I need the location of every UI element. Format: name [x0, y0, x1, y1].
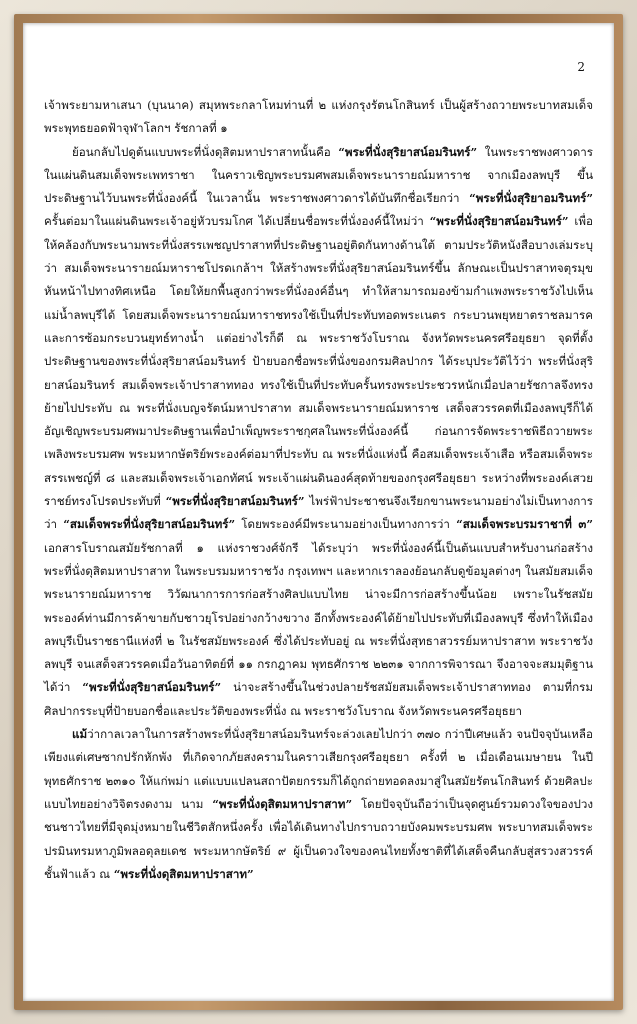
bold-name: “พระที่นั่งสุริยาอมรินทร์”: [469, 191, 593, 206]
bold-name: “พระที่นั่งดุสิตมหาปราสาท”: [113, 866, 254, 881]
text-run: โดยปัจจุบันถือว่าเป็นจุดศูนย์รวมดวงใจของปวงชนชาวไทยที่มีจุดมุ่งหมายในชีวิตสักหนึ่งครั้ง เพื่อได้เดินทางไปกราบถวายบังคมพระบรมศพ พระบาทสมเด็จพระปรมินทรมหาภูมิพลอดุลยเดช พระมหากษัตริย์ ๙ ผู้เป็นดวงใจของคนไทยทั้งชาติที่ได้เสด็จคืนกลับสู่สรวงสวรรค์ชั้นฟ้าแล้ว ณ: [44, 796, 594, 881]
bold-name: “พระที่นั่งดุสิตมหาปราสาท”: [212, 796, 353, 811]
text-run: ครั้นต่อมาในแผ่นดินพระเจ้าอยู่หัวบรมโกศ ได้เปลี่ยนชื่อพระที่นั่งองค์นี้ใหม่ว่า: [44, 214, 430, 229]
paragraph-3: [44, 723, 593, 886]
text-run: ย้อนกลับไปดูต้นแบบพระที่นั่งดุสิตมหาปราสาทนั้นคือ: [72, 144, 339, 159]
text-run: ไพร่ฟ้าประชาชนจึงเรียกขานพระนามอย่างไม่เป็นทางการว่า: [44, 494, 593, 532]
bold-name: “สมเด็จพระที่นั่งสุริยาสน์อมรินทร์”: [63, 517, 236, 532]
bold-name: “พระที่นั่งสุริยาสน์อมรินทร์”: [82, 680, 222, 695]
text-run: น่าจะสร้างขึ้นในช่วงปลายรัชสมัยสมเด็จพระเจ้าปราสาททอง ตามที่กรมศิลปากรระบุที่ป้ายบอกชื่อและประวัติของพระที่นั่ง ณ พระราชวังโบราณ จังหวัดพระนครศรีอยุธยา: [44, 680, 593, 718]
bold-name: “สมเด็จพระบรมราชาที่ ๓”: [456, 517, 593, 532]
bold-name: “พระที่นั่งสุริยาสน์อมรินทร์”: [429, 214, 569, 229]
text-run: เพื่อให้คล้องกับพระนามพระที่นั่งสรรเพชญปราสาทที่ประดิษฐานอยู่ติดกันทางด้านใต้ ตามประวัติหนังสือบางเล่มระบุว่า สมเด็จพระนารายณ์มหาราชโปรดเกล้าฯ ให้สร้างพระที่นั่งสุริยาสน์อมรินทร์ขึ้น ลักษณะเป็นปราสาทจตุรมุขหันหน้าไปทางทิศเหนือ โดยให้ยกพื้นสูงกว่าพระที่นั่งองค์อื่นๆ ทำให้สามารถมองข้ามกำแพงพระราชวังไปเห็นแม่น้ำลพบุรีได้ โดยสมเด็จพระนารายณ์มหาราชทรงใช้เป็นที่ประทับทอดพระเนตร กระบวนพยุหยาตราชลมารค และการซ้อมกระบวนยุทธ์ทางน้ำ แต่อย่างไรก็ดี ณ พระราชวังโบราณ จังหวัดพระนครศรีอยุธยา จุดที่ตั้งประดิษฐานของพระที่นั่งสุริยาสน์อมรินทร์ ป้ายบอกชื่อพระที่นั่งของกรมศิลปากร ได้ระบุประวัติไว้ว่า พระที่นั่งสุริยาสน์อมรินทร์ สมเด็จพระเจ้าปราสาททอง ทรงใช้เป็นที่ประทับครั้นทรงพระประชวรหนักเมื่อปลายรัชกาลจึงทรงย้ายไปประทับ ณ พระที่นั่งเบญจรัตน์มหาปราสาท สมเด็จพระนารายณ์มหาราช เสด็จสวรรคตที่เมืองลพบุรีก็ได้อัญเชิญพระบรมศพมาประดิษฐานเพื่อบำเพ็ญพระราชกุศลในพระที่นั่งองค์นี้ ก่อนการจัดพระราชพิธีถวายพระเพลิงพระบรมศพ พระมหากษัตริย์พระองค์ต่อมาที่ประทับ ณ พระที่นั่งแห่งนี้ คือสมเด็จพระเจ้าเสือ หรือสมเด็จพระสรรเพชญ์ที่ ๘ และสมเด็จพระเจ้าเอกทัศน์ พระเจ้าแผ่นดินองค์สุดท้ายของกรุงศรีอยุธยา ระหว่างที่พระองค์เสวยราชย์ทรงโปรดประทับที่: [44, 214, 593, 509]
bold-name: “พระที่นั่งสุริยาสน์อมรินทร์”: [165, 494, 305, 509]
text-run: เอกสารโบราณสมัยรัชกาลที่ ๑ แห่งราชวงศ์จักรี ได้ระบุว่า พระที่นั่งองค์นี้เป็นต้นแบบสำหรับงานก่อสร้างพระที่นั่งดุสิตมหาปราสาท ในพระบรมมหาราชวัง กรุงเทพฯ และหากเราลองย้อนกลับดูข้อมูลต่างๆ ในสมัยสมเด็จพระนารายณ์มหาราช วิวัฒนาการการก่อสร้างศิลปแบบไทย น่าจะมีการก่อสร้างขึ้นน้อย เพราะในรัชสมัยพระองค์ท่านมีการค้าขายกับชาวยุโรปอย่างกว้างขวาง อีกทั้งพระองค์ได้ย้ายไปประทับที่เมืองลพบุรี ซึ่งทำให้เมืองลพบุรีเป็นราชธานีแห่งที่ ๒ ในรัชสมัยพระองค์ ซึ่งได้ประทับอยู่ ณ พระที่นั่งสุทธาสวรรย์มหาปราสาท พระราชวังลพบุรี จนเสด็จสวรรคตเมื่อวันอาทิตย์ที่ ๑๑ กรกฎาคม พุทธศักราช ๒๒๓๑ จากการพิจารณา จึงอาจจะสมมุติฐานได้ว่า: [44, 540, 593, 695]
bold-name: “พระที่นั่งสุริยาสน์อมรินทร์”: [338, 144, 478, 159]
paragraph-2: [44, 141, 593, 723]
text-run: ในพระราชพงศาวดารในแผ่นดินสมเด็จพระเพทราชา ในคราวเชิญพระบรมศพสมเด็จพระนารายณ์มหาราช จากเมืองลพบุรี ขึ้นประดิษฐานไว้บนพระที่นั่งองค์นี้ ในเวลานั้น พระราชพงศาวดารได้บันทึกชื่อเรียกว่า: [44, 144, 593, 206]
text-run: โดยพระองค์มีพระนามอย่างเป็นทางการว่า: [235, 517, 457, 532]
paragraph-1: [44, 64, 593, 141]
paragraph-1-text: เจ้าพระยามหาเสนา (บุนนาค) สมุหพระกลาโหมท่านที่ ๒ แห่งกรุงรัตนโกสินทร์ เป็นผู้สร้างถวายพระบาทสมเด็จพระพุทธยอดฟ้าจุฬาโลกฯ รัชกาลที่ ๑: [44, 98, 593, 136]
bold-lead-word: แม้: [72, 727, 88, 742]
document-page: [44, 60, 594, 964]
page-number: 2: [577, 60, 585, 74]
text-run: ว่ากาลเวลาในการสร้างพระที่นั่งสุริยาสน์อมรินทร์จะล่วงเลยไปกว่า ๓๗๐ กว่าปีเศษแล้ว จนปัจจุบันเหลือเพียงแต่เศษซากปรักหักพัง ที่เกิดจากภัยสงครามในคราวเสียกรุงศรีอยุธยา ครั้งที่ ๒ เมื่อเดือนเมษายน ในปีพุทธศักราช ๒๓๑๐ ให้แก่พม่า แต่แบบแปลนสถาปัตยกรรมก็ได้ถูกถ่ายทอดลงมาสู่ในสมัยรัตนโกสินทร์ ด้วยศิลปะแบบไทยอย่างวิจิตรงดงาม นาม: [44, 727, 593, 811]
